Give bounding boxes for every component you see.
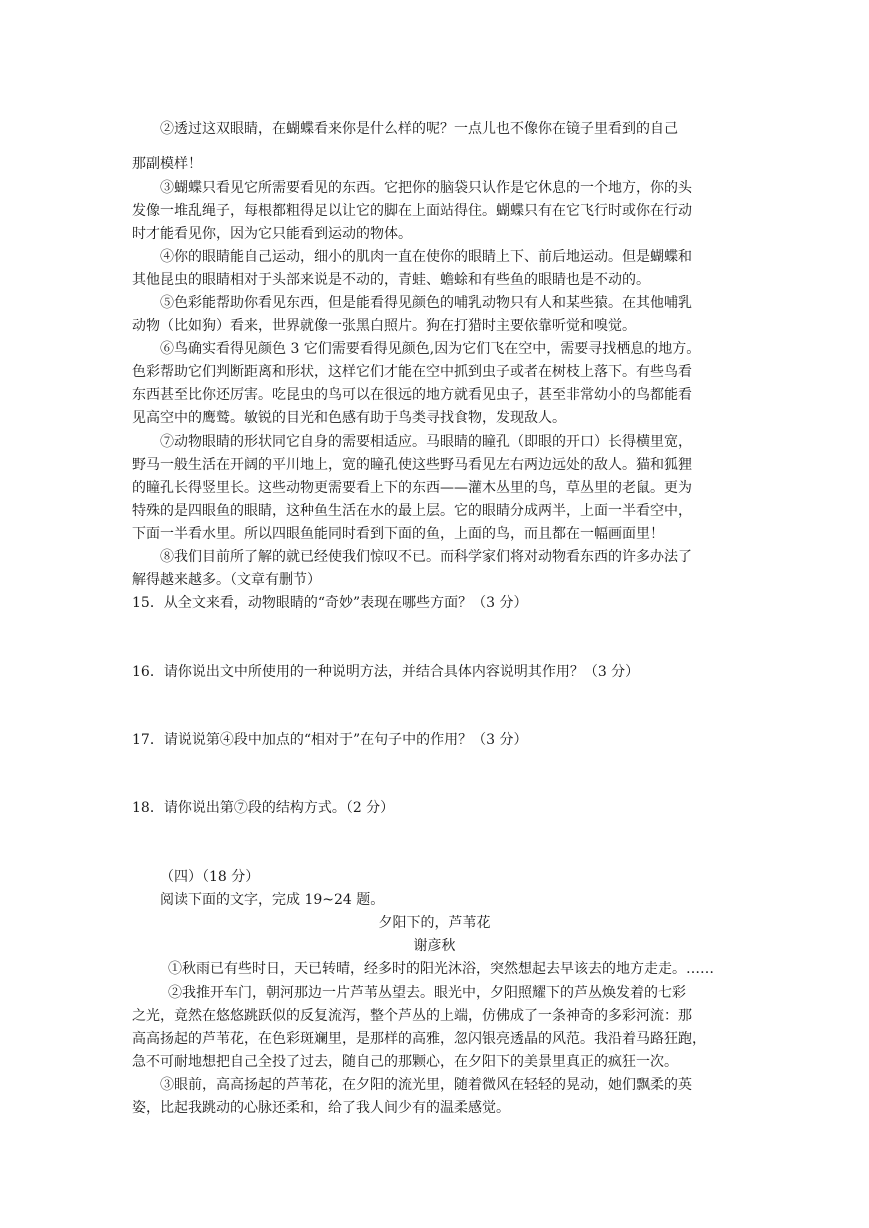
- article-title: 夕阳下的，芦苇花: [378, 915, 491, 931]
- section-heading: （四）（18 分）: [160, 869, 260, 885]
- article-author: 谢彦秋: [413, 938, 456, 954]
- text-line: ①秋雨已有些时日，天已转晴，经多时的阳光沐浴，突然想起去早该去的地方走走。……: [168, 961, 714, 977]
- text-line: ⑦动物眼睛的形状同它自身的需要相适应。马眼睛的瞳孔（即眼的开口）长得横里宽，: [160, 434, 692, 450]
- text-line: 东西甚至比你还厉害。吃昆虫的鸟可以在很远的地方就看见虫子，甚至非常幼小的鸟都能看: [132, 387, 692, 403]
- text-line: ⑥鸟确实看得见颜色 3 它们需要看得见颜色,因为它们飞在空中，需要寻找栖息的地方。: [160, 341, 701, 357]
- text-line: ②透过这双眼睛，在蝴蝶看来你是什么样的呢？一点儿也不像你在镜子里看到的自己: [160, 121, 678, 137]
- text-line: 解得越来越多。（文章有删节）: [132, 572, 321, 588]
- text-line: 的瞳孔长得竖里长。这些动物更需要看上下的东西——灌木丛里的鸟，草丛里的老鼠。更为: [132, 480, 692, 496]
- question-18: 18．请你说出第⑦段的结构方式。（2 分）: [132, 800, 395, 816]
- text-line: ②我推开车门，朝河那边一片芦苇丛望去。眼光中，夕阳照耀下的芦丛焕发着的七彩: [168, 985, 686, 1001]
- text-line: 动物（比如狗）看来，世界就像一张黑白照片。狗在打猎时主要依靠听觉和嗅觉。: [132, 318, 636, 334]
- text-line: ③眼前，高高扬起的芦苇花，在夕阳的流光里，随着微风在轻轻的晃动，她们飘柔的英: [160, 1077, 692, 1093]
- text-line: 时才能看见你，因为它只能看到运动的物体。: [132, 226, 412, 242]
- section-instruction: 阅读下面的文字，完成 19~24 题。: [160, 892, 385, 908]
- text-line: ⑧我们目前所了解的就已经使我们惊叹不已。而科学家们将对动物看东西的许多办法了: [160, 549, 692, 565]
- question-17: 17．请说说第④段中加点的“相对于”在句子中的作用？（3 分）: [132, 732, 528, 748]
- text-line: ④你的眼睛能自己运动，细小的肌肉一直在使你的眼睛上下、前后地运动。但是蝴蝶和: [160, 249, 692, 265]
- text-line: 姿，比起我跳动的心脉还柔和，给了我人间少有的温柔感觉。: [132, 1100, 510, 1116]
- question-16: 16．请你说出文中所使用的一种说明方法，并结合具体内容说明其作用？（3 分）: [132, 664, 640, 680]
- text-line: 高高扬起的芦苇花，在色彩斑斓里，是那样的高雅，忽闪银亮透晶的风范。我沿着马路狂跑，: [132, 1031, 706, 1047]
- text-line: ⑤色彩能帮助你看见东西，但是能看得见颜色的哺乳动物只有人和某些猿。在其他哺乳: [160, 295, 692, 311]
- text-line: 野马一般生活在开阔的平川地上，宽的瞳孔使这些野马看见左右两边远处的敌人。猫和狐狸: [132, 457, 692, 473]
- text-line: 发像一堆乱绳子，每根都粗得足以让它的脚在上面站得住。蝴蝶只有在它飞行时或你在行动: [132, 203, 692, 219]
- text-line: 之光，竟然在悠悠跳跃似的反复流泻，整个芦丛的上端，仿佛成了一条神奇的多彩河流：那: [132, 1008, 692, 1024]
- text-line: 色彩帮助它们判断距离和形状，这样它们才能在空中抓到虫子或者在树枝上落下。有些鸟看: [132, 364, 692, 380]
- text-line: 见高空中的鹰鹫。敏锐的目光和色感有助于鸟类寻找食物，发现敌人。: [132, 410, 566, 426]
- question-15: 15．从全文来看，动物眼睛的“奇妙”表现在哪些方面？（3 分）: [132, 595, 528, 611]
- text-line: 那副模样！: [132, 156, 202, 172]
- text-line: ③蝴蝶只看见它所需要看见的东西。它把你的脑袋只认作是它休息的一个地方，你的头: [160, 180, 692, 196]
- text-line: 特殊的是四眼鱼的眼睛，这种鱼生活在水的最上层。它的眼睛分成两半，上面一半看空中，: [132, 503, 692, 519]
- text-line: 其他昆虫的眼睛相对于头部来说是不动的，青蛙、蟾蜍和有些鱼的眼睛也是不动的。: [132, 272, 650, 288]
- text-line: 急不可耐地想把自己全投了过去，随自己的那颗心，在夕阳下的美景里真正的疯狂一次。: [132, 1054, 678, 1070]
- text-line: 下面一半看水里。所以四眼鱼能同时看到下面的鱼，上面的鸟，而且都在一幅画面里！: [132, 526, 664, 542]
